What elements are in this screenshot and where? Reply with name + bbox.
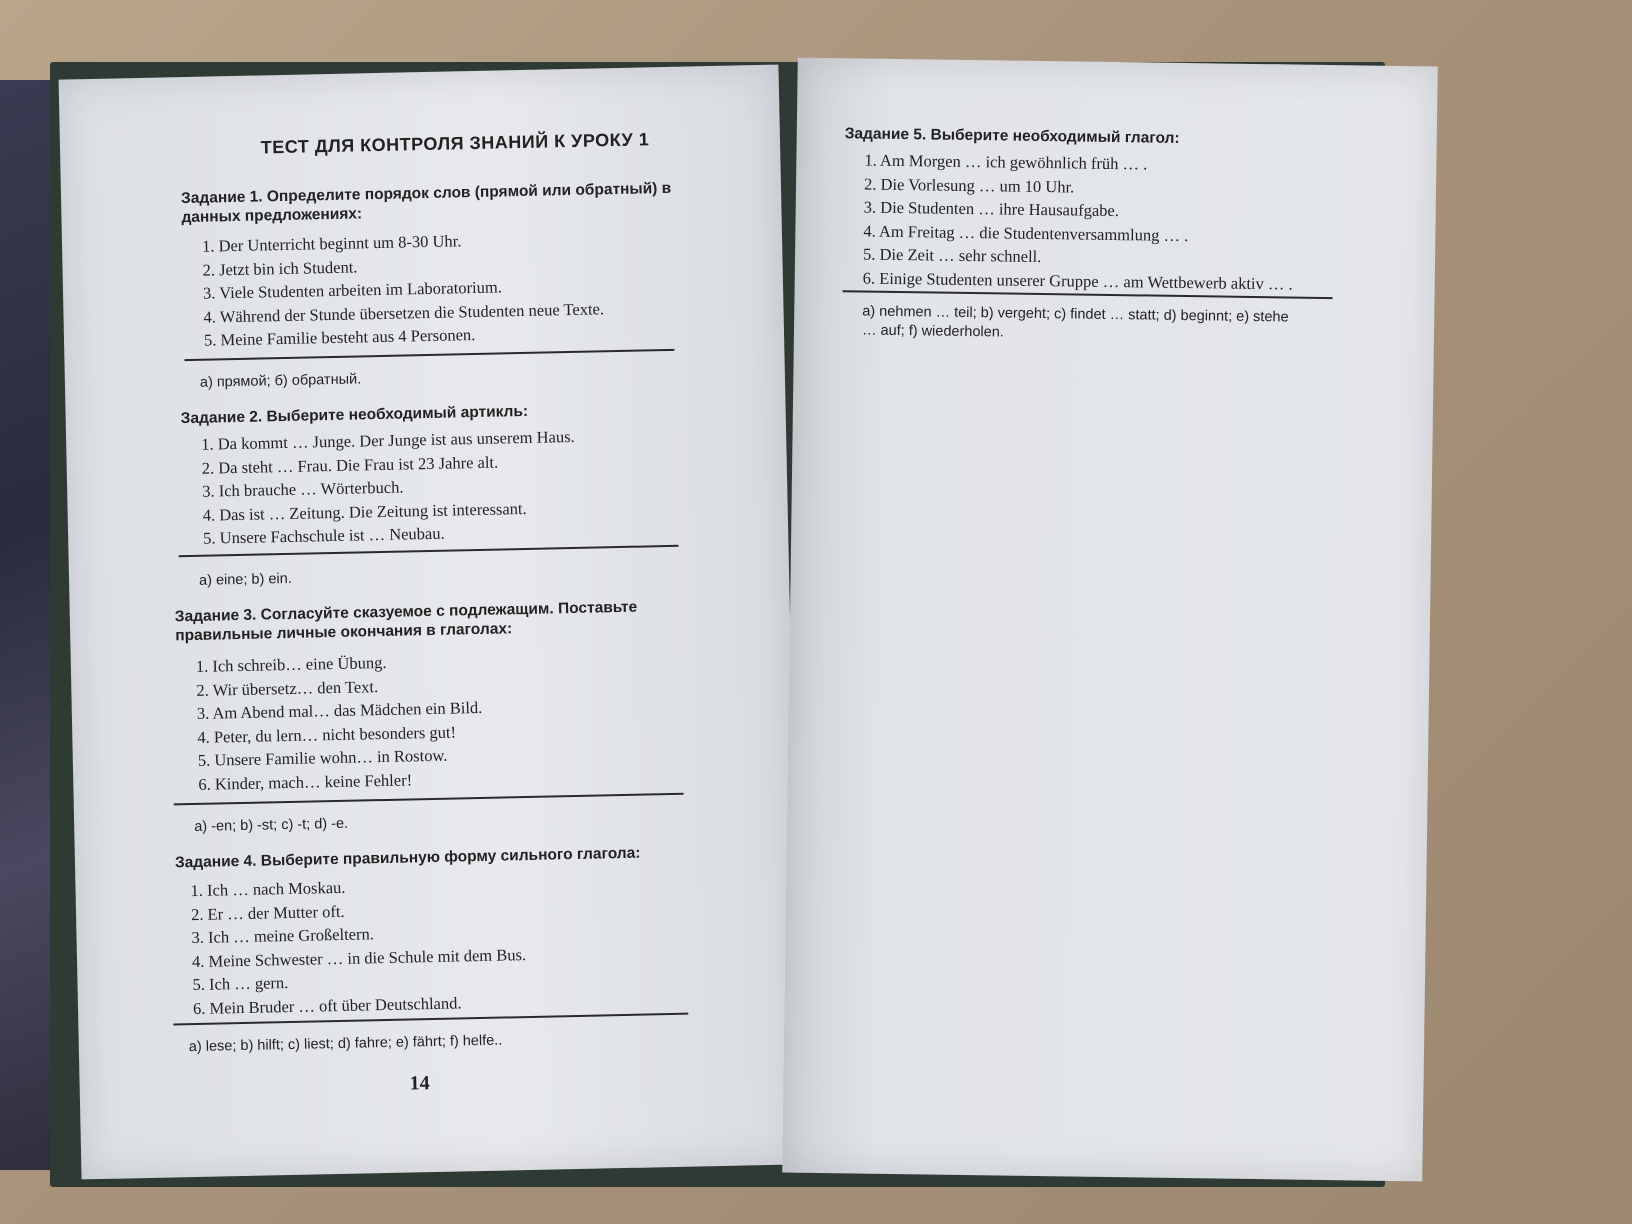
task-3-answer: а) -en; b) -st; c) -t; d) -e. xyxy=(194,815,349,835)
list-item: 2. Da steht … Frau. Die Frau ist 23 Jahre alt. xyxy=(201,452,499,478)
list-item: 4. Während der Stunde übersetzen die Studenten neue Texte. xyxy=(203,298,605,327)
list-item: 2. Wir übersetz… den Text. xyxy=(196,676,379,700)
list-item: 6. Einige Studenten unserer Gruppe … am Wettbewerb aktiv … . xyxy=(862,268,1293,294)
list-item: 5. Unsere Fachschule ist … Neubau. xyxy=(202,523,445,548)
task-1-heading: Задание 1. Определите порядок слов (прямой или обратный) в данных предложениях: xyxy=(180,179,672,227)
list-item: 6. Mein Bruder … oft über Deutschland. xyxy=(192,992,462,1018)
list-item: 3. Am Abend mal… das Mädchen ein Bild. xyxy=(196,697,483,723)
list-item: 3. Ich … meine Großeltern. xyxy=(191,924,375,948)
list-item: 5. Meine Familie besteht aus 4 Personen. xyxy=(203,324,476,350)
task-3-heading: Задание 3. Согласуйте сказуемое с подлежащим. Поставьте правильные личные окончания в глаголах: xyxy=(174,598,638,645)
task-4-answer: а) lese; b) hilft; c) liest; d) fahre; e) fährt; f) helfe.. xyxy=(188,1032,503,1056)
task-3-items xyxy=(196,649,484,796)
task-4-heading: Задание 4. Выберите правильную форму сильного глагола: xyxy=(174,844,641,872)
list-item: 6. Kinder, mach… keine Fehler! xyxy=(198,769,413,794)
task-4-items xyxy=(190,872,527,1020)
task-1-items xyxy=(202,226,605,352)
task-5-answer xyxy=(862,303,1342,348)
list-item: 1. Am Morgen … ich gewöhnlich früh … . xyxy=(864,150,1148,174)
list-item: 1. Ich schreib… eine Übung. xyxy=(195,652,387,676)
left-page xyxy=(59,65,802,1180)
list-item: 5. Unsere Familie wohn… in Rostow. xyxy=(197,745,448,770)
list-item: 2. Jetzt bin ich Student. xyxy=(202,256,358,280)
list-item: 4. Meine Schwester … in die Schule mit dem Bus. xyxy=(191,944,527,971)
list-item: 4. Das ist … Zeitung. Die Zeitung ist interessant. xyxy=(202,498,527,525)
list-item: 1. Da kommt … Junge. Der Junge ist aus unserem Haus. xyxy=(201,426,575,454)
list-item: 4. Peter, du lern… nicht besonders gut! xyxy=(197,721,457,747)
list-item: 2. Er … der Mutter oft. xyxy=(190,901,345,924)
task-5-items xyxy=(863,149,1295,296)
right-page xyxy=(782,58,1438,1182)
task-1-answer: а) прямой; б) обратный. xyxy=(199,371,362,391)
list-item: 3. Die Studenten … ihre Hausaufgabe. xyxy=(863,197,1120,221)
list-item: 3. Viele Studenten arbeiten im Laboratorium. xyxy=(202,277,503,303)
list-item: 2. Die Vorlesung … um 10 Uhr. xyxy=(863,174,1075,196)
list-item: 1. Der Unterricht beginnt um 8-30 Uhr. xyxy=(201,231,462,256)
list-item: 5. Die Zeit … sehr schnell. xyxy=(862,244,1042,267)
list-item: 4. Am Freitag … die Studentenversammlung … . xyxy=(863,221,1189,245)
answer-line: … auf; f) wiederholen. xyxy=(861,322,1004,341)
list-item: 3. Ich brauche … Wörterbuch. xyxy=(202,477,404,501)
task-2-answer: а) eine; b) ein. xyxy=(198,570,292,589)
answer-line: a) nehmen … teil; b) vergeht; c) findet … statt; d) beginnt; e) stehe xyxy=(862,303,1289,326)
page-title: ТЕСТ ДЛЯ КОНТРОЛЯ ЗНАНИЙ К УРОКУ 1 xyxy=(260,129,650,158)
task-5-heading: Задание 5. Выберите необходимый глагол: xyxy=(844,125,1180,147)
list-item: 1. Ich … nach Moskau. xyxy=(190,877,346,901)
task-2-items xyxy=(201,425,577,550)
list-item: 5. Ich … gern. xyxy=(192,973,289,995)
page-number: 14 xyxy=(409,1072,430,1095)
task-2-heading: Задание 2. Выберите необходимый артикль: xyxy=(180,402,529,428)
